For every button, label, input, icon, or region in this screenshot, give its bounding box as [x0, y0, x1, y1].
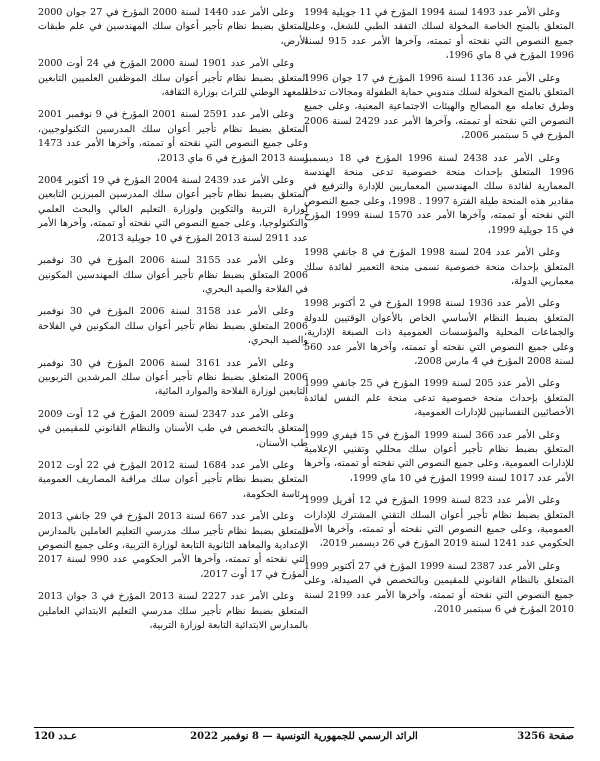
- page-number: صفحة 3256: [517, 731, 574, 742]
- footer-divider: [34, 727, 574, 728]
- paragraph: وعلى الأمر عدد 2227 لسنة 2013 المؤرخ في 3 جوان 2013 المتعلق بضبط نظام تأجير سلك مدرسي التعليم الابتدائي العاملين بالمدارس الابتدائية التابعة لوزارة التربية،: [38, 591, 308, 632]
- paragraph: وعلى الأمر عدد 366 لسنة 1999 المؤرخ في 15 فيفري 1999 المتعلق بضبط نظام تأجير أعوان سلك محللي وتقنيي الإعلامية للإدارات العمومية، وعلى جميع النصوص التي نقحته أو تممته، وآخرها الأمر عدد 1017 لسنة 1999 المؤرخ في 10 ماي 1999،: [304, 429, 574, 484]
- paragraph: وعلى الأمر عدد 1440 لسنة 2000 المؤرخ في 27 جوان 2000 المتعلق بضبط نظام تأجير أعوان سلك المهندسين في علم طبقات الأرض،: [38, 7, 308, 47]
- gazette-title: الرائد الرسمي للجمهورية التونسية — 8 نوفمبر 2022: [190, 731, 418, 742]
- paragraph: وعلى الأمر عدد 205 لسنة 1999 المؤرخ في 25 جانفي 1999 المتعلق بإحداث منحة خصوصية تدعى منحة علم النفس لفائدة الأخصائيين النفسانيين للإدارات العمومية،: [304, 378, 574, 419]
- page-footer: [34, 731, 574, 747]
- paragraph: وعلى الأمر عدد 2439 لسنة 2004 المؤرخ في 19 أكتوبر 2004 المتعلق بضبط نظام تأجير أعوان سلك المدرسين المبرزين التابعين لوزارة التربية والتكوين ولوزارة التعليم العالي والبحث العلمي والتكنولوجيا، وعلى جميع النصوص التي نقحته أو تممته، وآخرها الأمر عدد 2911 لسنة 2013 المؤرخ في 10 جويلية 2013،: [38, 175, 308, 244]
- paragraph: وعلى الأمر عدد 204 لسنة 1998 المؤرخ في 8 جانفي 1998 المتعلق بإحداث منحة خصوصية تسمى منحة التعمير لفائدة سلك معماريي الدولة،: [304, 247, 574, 287]
- paragraph: وعلى الأمر عدد 1901 لسنة 2000 المؤرخ في 24 أوت 2000 المتعلق بضبط نظام تأجير أعوان سلك الموظفين العلميين التابعين للمعهد الوطني للتراث بوزارة الثقافة،: [38, 58, 308, 99]
- paragraph: وعلى الأمر عدد 667 لسنة 2013 المؤرخ في 29 جانفي 2013 المتعلق بضبط نظام تأجير سلك مدرسي التعليم العاملين بالمدارس الإعدادية والمعاهد الثانوية التابعة لوزارة التربية، وعلى جميع النصوص التي نقحته أو تممته، وآخرها الأمر الحكومي عدد 990 لسنة 2017 المؤرخ في 17 أوت 2017،: [38, 511, 309, 580]
- left-column: [38, 6, 308, 641]
- paragraph: وعلى الأمر عدد 3155 لسنة 2006 المؤرخ في 30 نوفمبر 2006 المتعلق بضبط نظام تأجير أعوان سلك المهندسين المكونين في الفلاحة والصيد البحري،: [38, 255, 308, 295]
- paragraph: وعلى الأمر عدد 3161 لسنة 2006 المؤرخ في 30 نوفمبر 2006 المتعلق بضبط نظام تأجير أعوان سلك المرشدين التربويين التابعين لوزارة الفلاحة والموارد المائية،: [38, 357, 308, 398]
- paragraph: وعلى الأمر عدد 2347 لسنة 2009 المؤرخ في 12 أوت 2009 المتعلق بالتخصص في طب الأسنان والنظام القانوني للمقيمين في طب الأسنان،: [38, 408, 308, 449]
- issue-number: عـدد 120: [34, 731, 77, 742]
- paragraph: وعلى الأمر عدد 1684 لسنة 2012 المؤرخ في 22 أوت 2012 المتعلق بضبط نظام تأجير أعوان سلك مراقبة المصاريف العمومية برئاسة الحكومة،: [38, 459, 308, 500]
- paragraph: وعلى الأمر عدد 2387 لسنة 1999 المؤرخ في 27 أكتوبر 1999 المتعلق بالنظام القانوني للمقيمين وبالتخصص في الصيدلة، وعلى جميع النصوص التي نقحته أو تممته، وآخرها الأمر عدد 2199 لسنة 2010 المؤرخ في 6 سبتمبر 2010،: [304, 560, 574, 616]
- paragraph: وعلى الأمر عدد 1136 لسنة 1996 المؤرخ في 17 جوان 1996 المتعلق بالمنح المخولة لسلك مندوبي حماية الطفولة ومجالات تدخله وطرق تعامله مع المصالح والهيئات الاجتماعية المعنية، وعلى جميع النصوص التي نقحته أو تممته، وآخرها الأمر عدد 2429 لسنة 2006 المؤرخ في 5 سبتمبر 2006،: [304, 72, 575, 142]
- right-column: [304, 6, 574, 625]
- paragraph: وعلى الأمر عدد 823 لسنة 1999 المؤرخ في 12 أفريل 1999 المتعلق بضبط نظام تأجير أعوان السلك التقني المشترك للإدارات العمومية، وعلى جميع النصوص التي نقحته أو تممته، وآخرها الأمر الحكومي عدد 1241 لسنة 2019 المؤرخ في 26 ديسمبر 2019،: [304, 495, 574, 550]
- paragraph: وعلى الأمر عدد 2438 لسنة 1996 المؤرخ في 18 ديسمبر 1996 المتعلق بإحداث منحة خصوصية تدعى منحة الهندسة المعمارية لفائدة سلك المهندسين المعماريين للإدارة والترفيع في مقادير هذه المنحة طيلة الفترة 1997 . 1998، وعلى جميع النصوص التي نقحته أو تممته، وآخرها الأمر عدد 1570 لسنة 1999 المؤرخ في 15 جويلية 1999،: [304, 152, 575, 236]
- paragraph: وعلى الأمر عدد 2591 لسنة 2001 المؤرخ في 9 نوفمبر 2001 المتعلق بضبط نظام تأجير أعوان سلك المدرسين التكنولوجيين، وعلى جميع النصوص التي نقحته أو تممته، وآخرها الأمر عدد 1473 لسنة 2013 المؤرخ في 6 ماي 2013،: [38, 109, 308, 164]
- paragraph: وعلى الأمر عدد 1936 لسنة 1998 المؤرخ في 2 أكتوبر 1998 المتعلق بضبط النظام الأساسي الخاص بالأعوان الوقتيين للدولة والجماعات المحلية والمؤسسات العمومية ذات الصبغة الإدارية، وعلى جميع النصوص التي نقحته أو تممته، وآخرها الأمر عدد 560 لسنة 2008 المؤرخ في 4 مارس 2008،: [304, 298, 574, 367]
- paragraph: وعلى الأمر عدد 1493 لسنة 1994 المؤرخ في 11 جويلية 1994 المتعلق بالمنح الخاصة المخولة لسلك التفقد الطبي للشغل، وعلى جميع النصوص التي نقحته أو تممته، وآخرها الأمر عدد 915 لسنة 1996 المؤرخ في 8 ماي 1996،: [304, 7, 574, 62]
- paragraph: وعلى الأمر عدد 3158 لسنة 2006 المؤرخ في 30 نوفمبر 2006 المتعلق بضبط نظام تأجير أعوان سلك المكونين في الفلاحة والصيد البحري،: [38, 306, 308, 347]
